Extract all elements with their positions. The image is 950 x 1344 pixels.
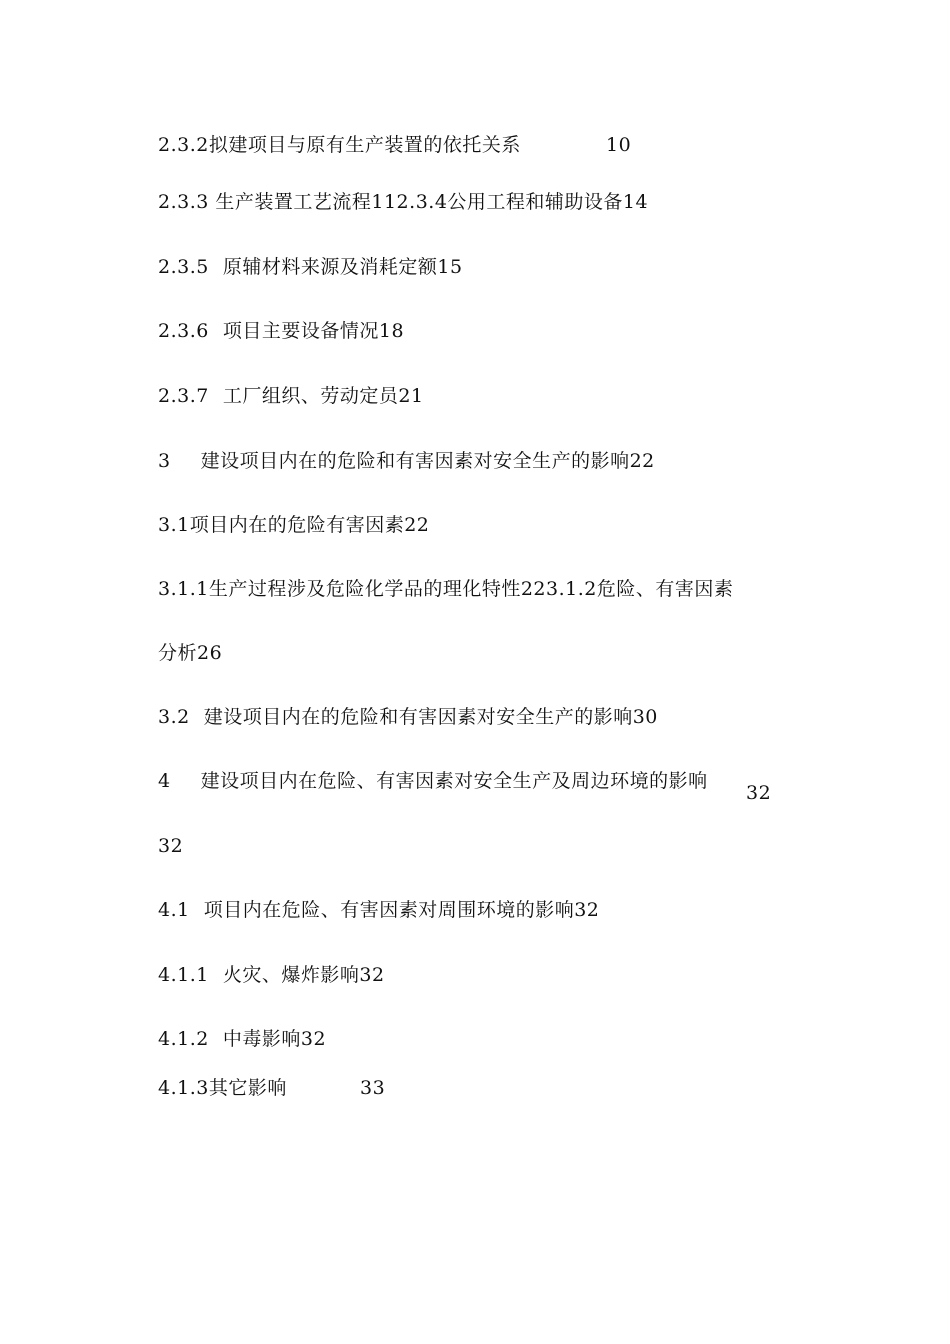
- toc-entry-text: 建设项目内在的危险和有害因素对安全生产的影响30: [203, 706, 658, 728]
- toc-entry-number: 3: [158, 450, 171, 472]
- toc-entry-text: 3.1.1生产过程涉及危险化学品的理化特性223.1.2危险、有害因素: [158, 578, 734, 600]
- toc-page-number: 32: [746, 782, 772, 804]
- toc-entry-4-1-1: [158, 963, 385, 987]
- toc-entry-4-cont: [158, 834, 183, 858]
- toc-entry-text: 3.1项目内在的危险有害因素22: [158, 514, 430, 536]
- toc-entry-3-1-2-cont: [158, 641, 222, 665]
- toc-entry-2-3-6: [158, 319, 404, 343]
- toc-entry-text: 32: [158, 835, 184, 857]
- toc-entry-text: 2.3.3 生产装置工艺流程112.3.4公用工程和辅助设备14: [158, 191, 649, 213]
- toc-entry-text: 项目内在危险、有害因素对周围环境的影响32: [203, 899, 600, 921]
- toc-entry-4: [158, 769, 772, 804]
- toc-entry-text: 4.1.3其它影响: [158, 1077, 287, 1099]
- toc-entry-2-3-5: [158, 255, 463, 279]
- toc-entry-3: [158, 449, 655, 473]
- toc-entry-number: 2.3.5: [158, 256, 209, 278]
- toc-entry-2-3-2: [158, 133, 632, 157]
- toc-entry-number: 2.3.7: [158, 385, 209, 407]
- toc-entry-number: 4.1: [158, 899, 190, 921]
- toc-entry-text: 分析26: [158, 642, 223, 664]
- toc-entry-text: 火灾、爆炸影响32: [222, 964, 385, 986]
- toc-entry-3-1: [158, 513, 429, 537]
- toc-page-number: 10: [606, 134, 632, 156]
- toc-entry-3-2: [158, 705, 658, 729]
- toc-entry-3-1-1: [158, 577, 733, 601]
- toc-entry-number: 4.1.1: [158, 964, 209, 986]
- toc-entry-4-1-2: [158, 1027, 326, 1051]
- toc-page-number: 33: [360, 1077, 386, 1099]
- toc-entry-text: 建设项目内在的危险和有害因素对安全生产的影响22: [200, 450, 655, 472]
- toc-entry-text: 中毒影响32: [222, 1028, 327, 1050]
- toc-entry-text: 工厂组织、劳动定员21: [222, 385, 424, 407]
- toc-entry-number: 3.2: [158, 706, 190, 728]
- toc-entry-2-3-7: [158, 384, 424, 408]
- toc-entry-text: 项目主要设备情况18: [222, 320, 405, 342]
- toc-entry-4-1: [158, 898, 599, 922]
- toc-entry-text: 2.3.2拟建项目与原有生产装置的依托关系: [158, 134, 521, 156]
- toc-entry-text: 建设项目内在危险、有害因素对安全生产及周边环境的影响: [200, 770, 708, 792]
- toc-entry-number: 4: [158, 770, 171, 792]
- toc-entry-number: 2.3.6: [158, 320, 209, 342]
- toc-entry-number: 4.1.2: [158, 1028, 209, 1050]
- toc-entry-text: 原辅材料来源及消耗定额15: [222, 256, 463, 278]
- toc-entry-2-3-3: [158, 190, 648, 214]
- toc-entry-4-1-3: [158, 1076, 386, 1100]
